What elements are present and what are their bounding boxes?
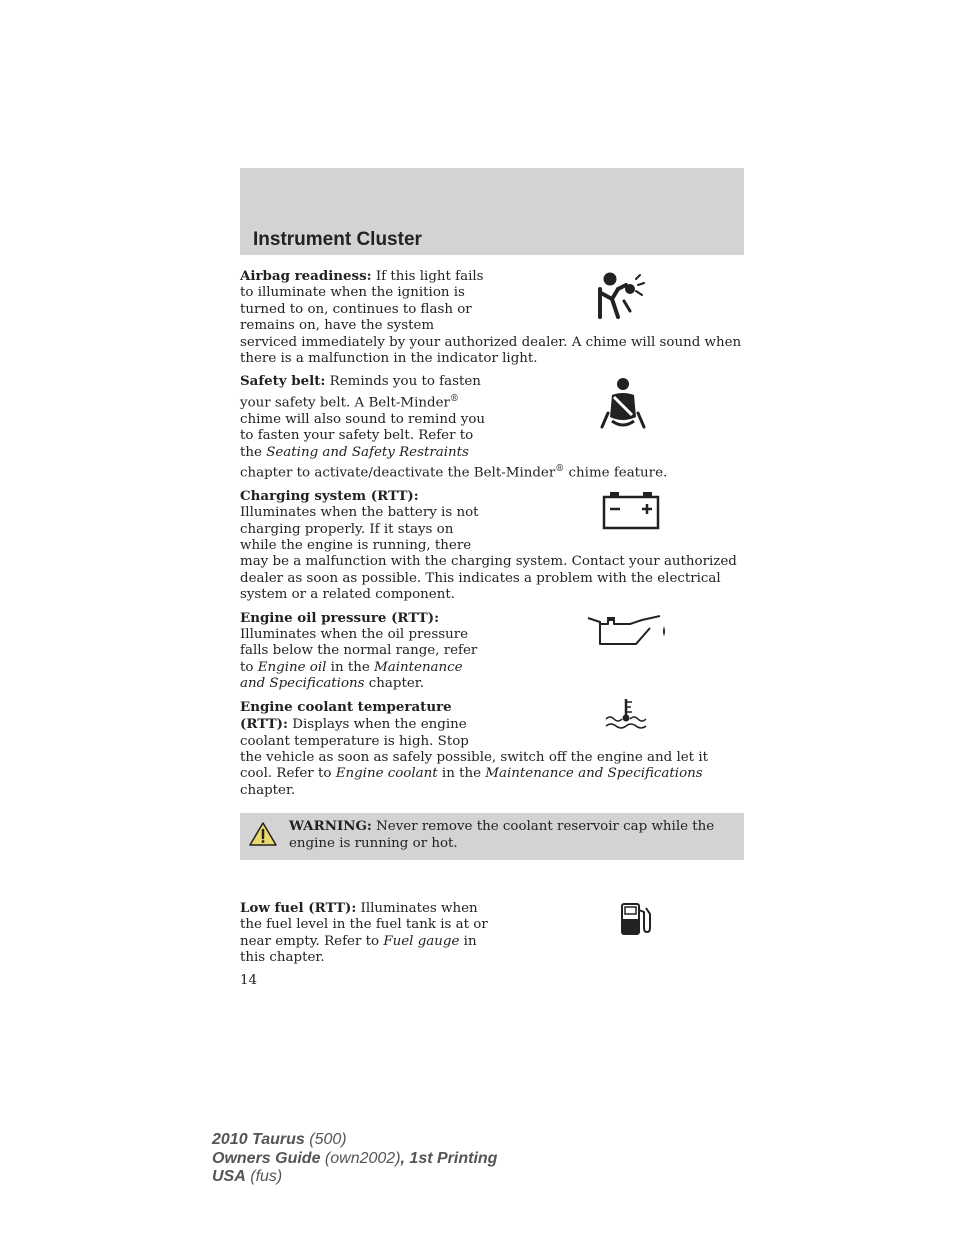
airbag-text-full: serviced immediately by your authorized dealer. A chime will sound when there is a malfunction in the indicator light. [240,334,742,367]
coolant-section: Engine coolant temperature (RTT): Displays when the engine coolant temperature is high. Stop the vehicle as soon as safely possible, switch off the engine and let it cool. Refer to Engine coolant in the Maintenance and Specifications chapter. [240,698,708,798]
safety-belt-title: Safety belt: [240,373,326,390]
footer: 2010 Taurus (500) Owners Guide (own2002), 1st Printing USA (fus) [212,1131,498,1186]
warning-triangle-icon [248,821,278,852]
charging-title: Charging system (RTT): [240,487,419,504]
airbag-section [240,268,744,367]
oil-pressure-title: Engine oil pressure (RTT): [240,609,440,626]
low-fuel-title: Low fuel (RTT): [240,899,357,916]
warning-label: WARNING: [289,818,372,835]
content [240,268,744,989]
coolant-temperature-icon [604,697,648,736]
header-band [240,168,744,255]
charging-section: Charging system (RTT): Illuminates when the battery is not charging properly. If it stays on while the engine is running, there may be a malfunction with the charging system. Contact your authorized dealer as soon as possible. This indicates a problem with the electrical system or a related component. [240,487,737,603]
safety-belt-section: Safety belt: Reminds you to fasten your safety belt. A Belt-Minder® chime will also sound to remind you to fasten your safety belt. Refer to the Seating and Safety Restraints chapter to activate/deactivate the Belt-Minder® chime feature. [240,373,668,481]
airbag-title: Airbag readiness: [240,268,372,284]
page-title: Instrument Cluster [253,229,422,250]
oil-pressure-section: Engine oil pressure (RTT): Illuminates when the oil pressure falls below the normal range, refer to Engine oil in the Maintenance and Specifications chapter. [240,610,744,693]
oil-can-icon [586,614,670,653]
airbag-icon [596,271,650,326]
fuel-pump-icon [620,902,652,941]
seatbelt-icon [598,377,648,438]
airbag-text: If this light fails to illuminate when the ignition is turned to on, continues to flash or remains on, have the system [240,269,484,334]
battery-icon [602,490,660,535]
page-number: 14 [240,972,258,988]
coolant-title: Engine coolant temperature (RTT): [240,698,452,733]
warning-text: Never remove the coolant reservoir cap while the engine is running or hot. [289,819,715,851]
low-fuel-section: Low fuel (RTT): Illuminates when the fuel level in the fuel tank is at or near empty. Refer to Fuel gauge in this chapter. [240,900,744,967]
warning-box [240,813,744,860]
